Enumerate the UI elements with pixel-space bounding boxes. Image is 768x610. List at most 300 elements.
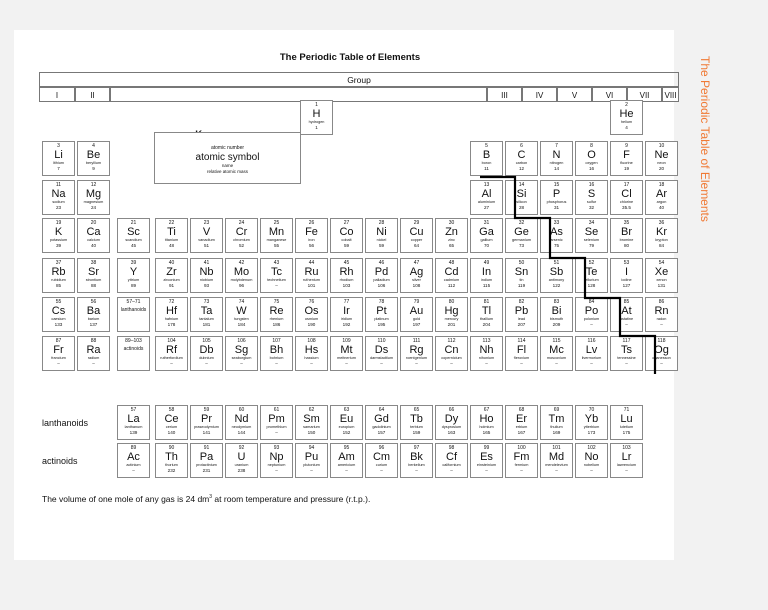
element-name: europium bbox=[338, 425, 355, 429]
element-symbol: Co bbox=[339, 226, 354, 238]
relative-atomic-mass: 11 bbox=[484, 166, 489, 171]
relative-atomic-mass: – bbox=[310, 361, 313, 366]
atomic-number: 48 bbox=[448, 260, 455, 266]
element-symbol: Ra bbox=[86, 344, 101, 356]
relative-atomic-mass: 157 bbox=[377, 430, 386, 435]
atomic-number: 47 bbox=[413, 260, 420, 266]
atomic-number: 77 bbox=[343, 299, 350, 305]
element-name: rhodium bbox=[339, 278, 354, 282]
element-symbol: Xe bbox=[654, 266, 669, 278]
relative-atomic-mass: 40 bbox=[90, 243, 97, 248]
relative-atomic-mass: – bbox=[345, 468, 348, 473]
element-symbol: Md bbox=[548, 451, 565, 463]
element-symbol: Br bbox=[621, 226, 632, 238]
relative-atomic-mass: – bbox=[590, 361, 593, 366]
atomic-number: 59 bbox=[203, 407, 210, 413]
element-symbol: Pt bbox=[376, 305, 387, 317]
atomic-number: 25 bbox=[273, 220, 280, 226]
element-name: meitnerium bbox=[337, 356, 356, 360]
element-symbol: Sm bbox=[303, 413, 320, 425]
element-name: neon bbox=[657, 161, 666, 165]
element-symbol: Pr bbox=[201, 413, 212, 425]
element-name: thallium bbox=[479, 317, 494, 321]
element-symbol: N bbox=[552, 149, 561, 161]
relative-atomic-mass: 31 bbox=[553, 205, 560, 210]
relative-atomic-mass: – bbox=[57, 361, 60, 366]
atomic-number: 111 bbox=[412, 338, 421, 344]
element-name: fluorine bbox=[620, 161, 633, 165]
atomic-number: 19 bbox=[55, 220, 62, 226]
element-name: manganese bbox=[266, 238, 287, 242]
element-name: barium bbox=[87, 317, 100, 321]
element-name: nickel bbox=[376, 238, 387, 242]
element-name: dysprosium bbox=[441, 425, 462, 429]
relative-atomic-mass: 84 bbox=[658, 243, 665, 248]
element-name: scandium bbox=[125, 238, 142, 242]
element-name: bohrium bbox=[269, 356, 284, 360]
element-name: iron bbox=[308, 238, 315, 242]
atomic-number: 112 bbox=[447, 338, 456, 344]
atomic-number: 101 bbox=[552, 445, 561, 451]
relative-atomic-mass: 1 bbox=[315, 125, 318, 130]
element-symbol: Lr bbox=[621, 451, 632, 463]
atomic-number: 49 bbox=[483, 260, 490, 266]
relative-atomic-mass: 197 bbox=[412, 322, 421, 327]
atomic-number: 100 bbox=[517, 445, 526, 451]
relative-atomic-mass: – bbox=[275, 361, 278, 366]
key-name: name bbox=[221, 163, 234, 168]
relative-atomic-mass: 192 bbox=[342, 322, 351, 327]
atomic-number: 46 bbox=[378, 260, 385, 266]
relative-atomic-mass: 96 bbox=[238, 283, 245, 288]
element-symbol: Ta bbox=[200, 305, 213, 317]
page-title: The Periodic Table of Elements bbox=[279, 52, 421, 63]
element-symbol: Se bbox=[584, 226, 599, 238]
relative-atomic-mass: 101 bbox=[307, 283, 316, 288]
element-symbol: S bbox=[587, 188, 596, 200]
element-name: thorium bbox=[165, 463, 178, 467]
element-symbol: Zn bbox=[445, 226, 458, 238]
relative-atomic-mass: 181 bbox=[202, 322, 211, 327]
element-symbol: Cf bbox=[446, 451, 457, 463]
relative-atomic-mass: – bbox=[625, 468, 628, 473]
element-symbol: Si bbox=[516, 188, 527, 200]
atomic-number: 79 bbox=[413, 299, 420, 305]
element-symbol: Pb bbox=[514, 305, 529, 317]
atomic-number: 44 bbox=[308, 260, 315, 266]
atomic-number: 26 bbox=[308, 220, 315, 226]
element-name: bismuth bbox=[549, 317, 564, 321]
side-title: The Periodic Table of Elements bbox=[698, 56, 712, 222]
element-symbol: Cu bbox=[409, 226, 424, 238]
relative-atomic-mass: – bbox=[415, 468, 418, 473]
actinoids-label: actinoids bbox=[42, 456, 78, 466]
element-name: aluminium bbox=[477, 200, 496, 204]
group-iii-label: III bbox=[487, 87, 522, 102]
atomic-number: 73 bbox=[203, 299, 210, 305]
atomic-number: 110 bbox=[377, 338, 386, 344]
atomic-number: 53 bbox=[623, 260, 630, 266]
relative-atomic-mass: 9 bbox=[92, 166, 95, 171]
relative-atomic-mass: – bbox=[205, 361, 208, 366]
atomic-number: 30 bbox=[448, 220, 455, 226]
element-symbol: Ir bbox=[343, 305, 350, 317]
atomic-number: 36 bbox=[658, 220, 665, 226]
relative-atomic-mass: 19 bbox=[623, 166, 630, 171]
element-symbol: Ba bbox=[86, 305, 101, 317]
element-name: hassium bbox=[304, 356, 319, 360]
element-name: potassium bbox=[49, 238, 68, 242]
element-name: oganesson bbox=[652, 356, 671, 360]
element-name: neptunium bbox=[267, 463, 286, 467]
atomic-number: 11 bbox=[55, 182, 62, 188]
element-symbol: Tm bbox=[548, 413, 565, 425]
element-name: lutetium bbox=[619, 425, 634, 429]
element-symbol: Ag bbox=[409, 266, 424, 278]
element-symbol: Lv bbox=[585, 344, 598, 356]
relative-atomic-mass: – bbox=[590, 468, 593, 473]
element-symbol: Y bbox=[129, 266, 138, 278]
element-name: silicon bbox=[516, 200, 527, 204]
atomic-number: 102 bbox=[587, 445, 596, 451]
atomic-number: 106 bbox=[237, 338, 246, 344]
element-symbol: Re bbox=[269, 305, 284, 317]
atomic-number: 41 bbox=[203, 260, 210, 266]
atomic-number: 57–71 bbox=[126, 299, 141, 305]
element-symbol: Po bbox=[584, 305, 599, 317]
relative-atomic-mass: 16 bbox=[588, 166, 595, 171]
atomic-number: 116 bbox=[587, 338, 596, 344]
atomic-number: 78 bbox=[378, 299, 385, 305]
element-symbol: O bbox=[587, 149, 596, 161]
relative-atomic-mass: 79 bbox=[588, 243, 595, 248]
relative-atomic-mass: 7 bbox=[57, 166, 60, 171]
atomic-number: 118 bbox=[657, 338, 666, 344]
element-name: einsteinium bbox=[476, 463, 497, 467]
atomic-number: 15 bbox=[553, 182, 560, 188]
atomic-number: 115 bbox=[552, 338, 561, 344]
atomic-number: 24 bbox=[238, 220, 245, 226]
element-name: tin bbox=[519, 278, 524, 282]
element-symbol: Ne bbox=[654, 149, 669, 161]
group-vii-label: VII bbox=[627, 87, 662, 102]
relative-atomic-mass: 178 bbox=[167, 322, 176, 327]
element-name: tellurium bbox=[584, 278, 599, 282]
atomic-number: 67 bbox=[483, 407, 490, 413]
atomic-number: 89–103 bbox=[125, 338, 142, 344]
relative-atomic-mass: – bbox=[240, 361, 243, 366]
element-symbol: Sn bbox=[514, 266, 529, 278]
element-name: plutonium bbox=[303, 463, 320, 467]
element-symbol: Ho bbox=[479, 413, 494, 425]
element-name: nihonium bbox=[478, 356, 495, 360]
element-name: holmium bbox=[479, 425, 494, 429]
atomic-number: 90 bbox=[168, 445, 175, 451]
element-symbol: B bbox=[482, 149, 491, 161]
element-name: carbon bbox=[515, 161, 528, 165]
relative-atomic-mass: 152 bbox=[342, 430, 351, 435]
element-name: radium bbox=[87, 356, 100, 360]
group-header: Group bbox=[39, 72, 679, 87]
element-symbol: Pm bbox=[268, 413, 285, 425]
element-name: boron bbox=[481, 161, 492, 165]
element-symbol: actinoids bbox=[123, 346, 144, 352]
relative-atomic-mass: – bbox=[380, 468, 383, 473]
relative-atomic-mass: 133 bbox=[54, 322, 63, 327]
atomic-number: 10 bbox=[658, 143, 665, 149]
element-name: lanthanum bbox=[124, 425, 143, 429]
element-name: thulium bbox=[550, 425, 563, 429]
element-name: tantalum bbox=[199, 317, 214, 321]
relative-atomic-mass: – bbox=[555, 468, 558, 473]
element-symbol: Mn bbox=[268, 226, 285, 238]
element-name: cadmium bbox=[443, 278, 460, 282]
element-symbol: Cm bbox=[372, 451, 391, 463]
element-name: rubidium bbox=[51, 278, 66, 282]
key-relative-atomic-mass: relative atomic mass bbox=[206, 169, 248, 174]
relative-atomic-mass: 231 bbox=[202, 468, 211, 473]
atomic-number: 12 bbox=[90, 182, 97, 188]
atomic-number: 66 bbox=[448, 407, 455, 413]
atomic-number: 27 bbox=[343, 220, 350, 226]
element-name: argon bbox=[656, 200, 667, 204]
relative-atomic-mass: 175 bbox=[622, 430, 631, 435]
relative-atomic-mass: – bbox=[380, 361, 383, 366]
relative-atomic-mass: – bbox=[520, 361, 523, 366]
element-symbol: Pu bbox=[304, 451, 319, 463]
relative-atomic-mass: 167 bbox=[517, 430, 526, 435]
atomic-number: 92 bbox=[238, 445, 245, 451]
atomic-number: 16 bbox=[588, 182, 595, 188]
element-name: lawrencium bbox=[616, 463, 637, 467]
element-name: terbium bbox=[410, 425, 423, 429]
atomic-number: 108 bbox=[307, 338, 316, 344]
element-name: copper bbox=[410, 238, 423, 242]
element-name: indium bbox=[480, 278, 493, 282]
key-atomic-symbol: atomic symbol bbox=[195, 152, 260, 163]
element-name: molybdenum bbox=[230, 278, 253, 282]
relative-atomic-mass: – bbox=[275, 468, 278, 473]
element-symbol: Tc bbox=[271, 266, 282, 278]
element-name: neodymium bbox=[231, 425, 252, 429]
relative-atomic-mass: 131 bbox=[657, 283, 666, 288]
element-name: zinc bbox=[448, 238, 455, 242]
element-symbol: Ge bbox=[514, 226, 529, 238]
element-symbol: Sr bbox=[88, 266, 99, 278]
atomic-number: 2 bbox=[625, 102, 628, 108]
atomic-number: 76 bbox=[308, 299, 315, 305]
atomic-number: 61 bbox=[273, 407, 280, 413]
relative-atomic-mass: 59 bbox=[343, 243, 350, 248]
atomic-number: 89 bbox=[130, 445, 137, 451]
relative-atomic-mass: 59 bbox=[378, 243, 385, 248]
element-name: chromium bbox=[233, 238, 250, 242]
element-name: actinium bbox=[126, 463, 141, 467]
element-name: californium bbox=[442, 463, 461, 467]
atomic-number: 7 bbox=[555, 143, 558, 149]
element-name: sodium bbox=[52, 200, 65, 204]
element-name: flerovium bbox=[513, 356, 530, 360]
footnote-superscript: 3 bbox=[209, 494, 213, 501]
element-name: strontium bbox=[85, 278, 102, 282]
element-symbol: Kr bbox=[656, 226, 667, 238]
relative-atomic-mass: 137 bbox=[89, 322, 98, 327]
element-name: erbium bbox=[515, 425, 528, 429]
relative-atomic-mass: 39 bbox=[55, 243, 62, 248]
element-name: fermium bbox=[514, 463, 529, 467]
element-symbol: Rb bbox=[51, 266, 66, 278]
relative-atomic-mass: – bbox=[310, 468, 313, 473]
element-name: beryllium bbox=[85, 161, 102, 165]
relative-atomic-mass: 165 bbox=[482, 430, 491, 435]
element-name: ruthenium bbox=[303, 278, 320, 282]
element-symbol: Rg bbox=[409, 344, 424, 356]
atomic-number: 86 bbox=[658, 299, 665, 305]
atomic-number: 1 bbox=[315, 102, 318, 108]
relative-atomic-mass: 119 bbox=[517, 283, 526, 288]
relative-atomic-mass: – bbox=[485, 468, 488, 473]
footnote-text: The volume of one mole of any gas is 24 dm bbox=[42, 494, 210, 504]
element-name: xenon bbox=[656, 278, 667, 282]
relative-atomic-mass: – bbox=[450, 361, 453, 366]
element-name: lithium bbox=[53, 161, 64, 165]
element-name: francium bbox=[51, 356, 66, 360]
relative-atomic-mass: 52 bbox=[238, 243, 245, 248]
element-symbol: Fm bbox=[513, 451, 530, 463]
element-symbol: Ni bbox=[376, 226, 387, 238]
atomic-number: 37 bbox=[55, 260, 62, 266]
relative-atomic-mass: 159 bbox=[412, 430, 421, 435]
atomic-number: 83 bbox=[553, 299, 560, 305]
group-i-label: I bbox=[39, 87, 75, 102]
element-symbol: Ce bbox=[164, 413, 179, 425]
relative-atomic-mass: 190 bbox=[307, 322, 316, 327]
element-name: berkelium bbox=[408, 463, 425, 467]
relative-atomic-mass: 115 bbox=[482, 283, 491, 288]
relative-atomic-mass: – bbox=[660, 322, 663, 327]
element-name: seaborgium bbox=[231, 356, 252, 360]
element-symbol: La bbox=[127, 413, 140, 425]
atomic-number: 56 bbox=[90, 299, 97, 305]
relative-atomic-mass: 93 bbox=[203, 283, 210, 288]
element-symbol: Fl bbox=[516, 344, 527, 356]
element-name: cerium bbox=[165, 425, 178, 429]
relative-atomic-mass: 108 bbox=[412, 283, 421, 288]
element-symbol: Hs bbox=[304, 344, 319, 356]
relative-atomic-mass: – bbox=[625, 361, 628, 366]
relative-atomic-mass: – bbox=[275, 430, 278, 435]
relative-atomic-mass: 51 bbox=[203, 243, 210, 248]
element-symbol: F bbox=[623, 149, 630, 161]
relative-atomic-mass: 64 bbox=[413, 243, 420, 248]
element-symbol: In bbox=[481, 266, 492, 278]
element-symbol: Er bbox=[516, 413, 527, 425]
relative-atomic-mass: 4 bbox=[625, 125, 628, 130]
relative-atomic-mass: 91 bbox=[168, 283, 175, 288]
atomic-number: 50 bbox=[518, 260, 525, 266]
atomic-number: 29 bbox=[413, 220, 420, 226]
atomic-number: 39 bbox=[130, 260, 137, 266]
atomic-number: 43 bbox=[273, 260, 280, 266]
atomic-number: 38 bbox=[90, 260, 97, 266]
relative-atomic-mass: 24 bbox=[90, 205, 97, 210]
atomic-number: 23 bbox=[203, 220, 210, 226]
relative-atomic-mass: 201 bbox=[447, 322, 456, 327]
element-symbol: Mc bbox=[549, 344, 564, 356]
element-symbol: Te bbox=[585, 266, 598, 278]
element-name: mercury bbox=[444, 317, 459, 321]
relative-atomic-mass: 141 bbox=[202, 430, 211, 435]
element-symbol: Cr bbox=[235, 226, 248, 238]
element-symbol: Os bbox=[304, 305, 319, 317]
atomic-number: 51 bbox=[553, 260, 560, 266]
atomic-number: 107 bbox=[272, 338, 281, 344]
element-symbol: Th bbox=[165, 451, 178, 463]
relative-atomic-mass: 106 bbox=[377, 283, 386, 288]
atomic-number: 28 bbox=[378, 220, 385, 226]
relative-atomic-mass: 238 bbox=[237, 468, 246, 473]
atomic-number: 93 bbox=[273, 445, 280, 451]
element-symbol: Lu bbox=[620, 413, 633, 425]
element-name: krypton bbox=[655, 238, 668, 242]
footnote-text-end: at room temperature and pressure (r.t.p.). bbox=[212, 494, 371, 504]
relative-atomic-mass: – bbox=[520, 468, 523, 473]
atomic-number: 84 bbox=[588, 299, 595, 305]
element-symbol: Yb bbox=[584, 413, 599, 425]
element-name: magnesium bbox=[83, 200, 104, 204]
atomic-number: 104 bbox=[167, 338, 176, 344]
element-name: gallium bbox=[480, 238, 493, 242]
element-symbol: Sg bbox=[234, 344, 249, 356]
atomic-number: 4 bbox=[92, 143, 95, 149]
atomic-number: 21 bbox=[130, 220, 137, 226]
relative-atomic-mass: 169 bbox=[552, 430, 561, 435]
relative-atomic-mass: 20 bbox=[658, 166, 665, 171]
relative-atomic-mass: 204 bbox=[482, 322, 491, 327]
element-name: nobelium bbox=[583, 463, 600, 467]
atomic-number: 9 bbox=[625, 143, 628, 149]
atomic-number: 13 bbox=[483, 182, 490, 188]
element-name: moscovium bbox=[546, 356, 567, 360]
atomic-number: 8 bbox=[590, 143, 593, 149]
element-symbol: Es bbox=[480, 451, 493, 463]
atomic-number: 42 bbox=[238, 260, 245, 266]
atomic-number: 31 bbox=[483, 220, 490, 226]
relative-atomic-mass: 85 bbox=[55, 283, 62, 288]
relative-atomic-mass: 207 bbox=[517, 322, 526, 327]
relative-atomic-mass: – bbox=[275, 283, 278, 288]
element-symbol: Ru bbox=[304, 266, 319, 278]
element-symbol: Nd bbox=[234, 413, 249, 425]
atomic-number: 87 bbox=[55, 338, 62, 344]
element-symbol: P bbox=[552, 188, 561, 200]
relative-atomic-mass: 89 bbox=[130, 283, 137, 288]
atomic-number: 64 bbox=[378, 407, 385, 413]
relative-atomic-mass: 23 bbox=[55, 205, 62, 210]
footnote bbox=[42, 494, 370, 504]
element-name: calcium bbox=[87, 238, 100, 242]
relative-atomic-mass: – bbox=[625, 322, 628, 327]
relative-atomic-mass: 70 bbox=[483, 243, 490, 248]
element-name: bromine bbox=[619, 238, 634, 242]
element-symbol: Ds bbox=[374, 344, 389, 356]
atomic-number: 40 bbox=[168, 260, 175, 266]
element-symbol: W bbox=[236, 305, 247, 317]
element-symbol: C bbox=[517, 149, 526, 161]
element-symbol: Gd bbox=[374, 413, 389, 425]
element-symbol: At bbox=[621, 305, 632, 317]
atomic-number: 80 bbox=[448, 299, 455, 305]
